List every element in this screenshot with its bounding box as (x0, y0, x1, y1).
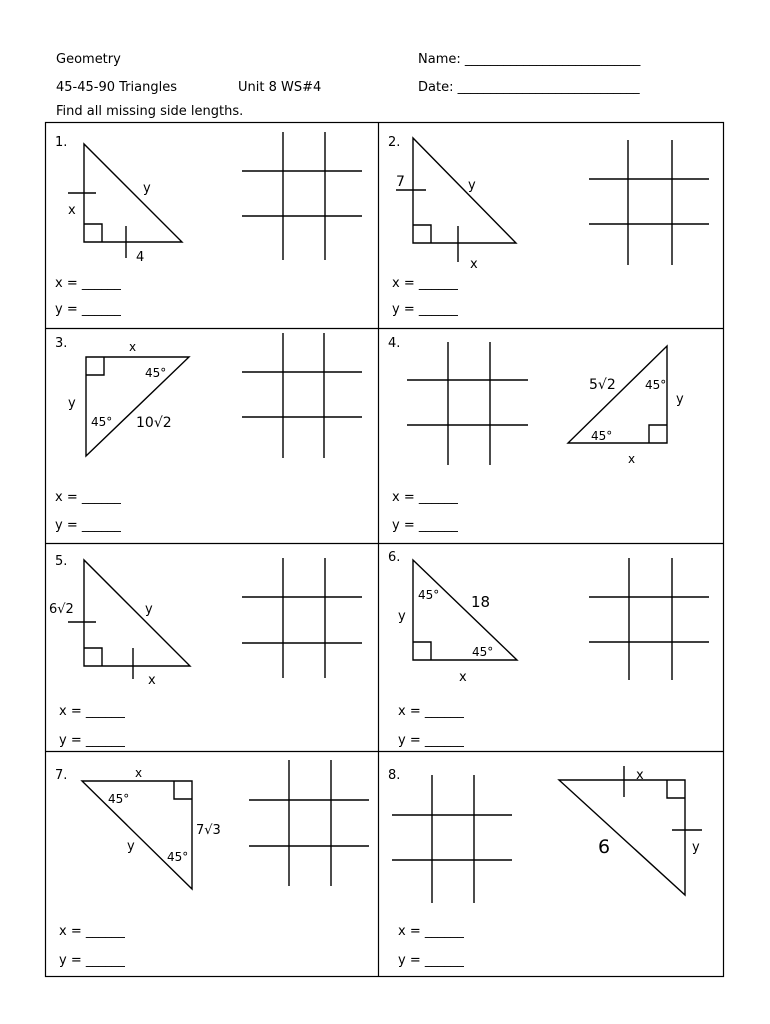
scratch-grid (407, 342, 528, 465)
label-y: y (676, 392, 684, 407)
answer-x: x = ______ (392, 276, 458, 291)
angle-label: 45° (167, 850, 189, 864)
answer-y: y = ______ (55, 302, 121, 317)
triangle (559, 780, 685, 895)
problem-4 (388, 336, 684, 533)
answer-y: y = ______ (398, 953, 464, 968)
label-hypotenuse: 5√2 (589, 377, 616, 393)
label-y: y (68, 396, 76, 411)
answer-x: x = ______ (392, 490, 458, 505)
label-x: x (148, 673, 156, 688)
instructions: Find all missing side lengths. (56, 104, 244, 119)
problem-number: 2. (388, 135, 401, 150)
scratch-grid (392, 775, 512, 903)
label-y: y (127, 839, 135, 854)
triangle (84, 144, 182, 242)
scratch-grid (242, 558, 362, 678)
course-title: Geometry (56, 52, 121, 67)
scratch-grid (242, 333, 362, 458)
label-y: y (143, 181, 151, 196)
triangle (413, 560, 517, 660)
label-x: x (129, 340, 137, 354)
angle-label: 45° (472, 645, 494, 659)
answer-y: y = ______ (398, 733, 464, 748)
answer-x: x = ______ (398, 924, 464, 939)
label-y: y (145, 602, 153, 617)
answer-y: y = ______ (59, 733, 125, 748)
answer-x: x = ______ (59, 924, 125, 939)
scratch-grid (589, 140, 709, 265)
angle-label: 45° (418, 588, 440, 602)
problem-1 (55, 132, 362, 317)
label-hypotenuse: 10√2 (136, 415, 172, 431)
right-angle-mark (649, 425, 667, 443)
right-angle-mark (174, 781, 192, 799)
answer-y: y = ______ (392, 518, 458, 533)
problem-5 (49, 554, 362, 748)
label-hypotenuse: 18 (471, 593, 491, 611)
label-side: 7√3 (196, 823, 221, 838)
answer-x: x = ______ (398, 704, 464, 719)
label-side: 7 (396, 174, 405, 190)
worksheet-topic: 45-45-90 Triangles (56, 80, 177, 95)
label-y: y (468, 178, 476, 193)
label-x: x (135, 766, 143, 780)
right-angle-mark (84, 224, 102, 242)
label-hypotenuse: 6 (598, 836, 611, 858)
label-y: y (692, 840, 700, 855)
triangle (568, 346, 667, 443)
right-angle-mark (86, 357, 104, 375)
triangle (84, 560, 190, 666)
label-x: x (628, 452, 636, 466)
answer-y: y = ______ (55, 518, 121, 533)
label-side: 6√2 (49, 602, 74, 617)
right-angle-mark (413, 642, 431, 660)
problem-number: 3. (55, 336, 68, 351)
angle-label: 45° (91, 415, 113, 429)
angle-label: 45° (645, 378, 667, 392)
scratch-grid (242, 132, 362, 260)
date-field[interactable]: Date: ____________________________ (418, 80, 640, 95)
label-x: x (470, 257, 478, 272)
problem-number: 8. (388, 768, 401, 783)
problem-number: 5. (55, 554, 68, 569)
unit-label: Unit 8 WS#4 (238, 80, 322, 95)
label-x: x (636, 768, 644, 783)
angle-label: 45° (145, 366, 167, 380)
scratch-grid (249, 760, 369, 886)
angle-label: 45° (591, 429, 613, 443)
problem-number: 7. (55, 768, 68, 783)
triangle (86, 357, 189, 456)
problem-8 (388, 766, 702, 968)
triangle (413, 138, 516, 243)
problem-2 (388, 135, 709, 317)
answer-y: y = ______ (392, 302, 458, 317)
answer-x: x = ______ (59, 704, 125, 719)
right-angle-mark (413, 225, 431, 243)
worksheet-frame (46, 123, 724, 977)
triangle (82, 781, 192, 889)
label-y: y (398, 609, 406, 624)
right-angle-mark (667, 780, 685, 798)
problem-number: 1. (55, 135, 68, 150)
label-x: x (68, 203, 76, 218)
answer-y: y = ______ (59, 953, 125, 968)
right-angle-mark (84, 648, 102, 666)
problem-6 (388, 550, 709, 748)
scratch-grid (589, 558, 709, 680)
problem-3 (55, 333, 362, 533)
answer-x: x = ______ (55, 490, 121, 505)
label-side: 4 (136, 250, 145, 265)
problem-number: 6. (388, 550, 401, 565)
name-field[interactable]: Name: ___________________________ (418, 52, 641, 67)
answer-x: x = ______ (55, 276, 121, 291)
problem-number: 4. (388, 336, 401, 351)
label-x: x (459, 670, 467, 685)
problem-7 (55, 760, 369, 968)
angle-label: 45° (108, 792, 130, 806)
